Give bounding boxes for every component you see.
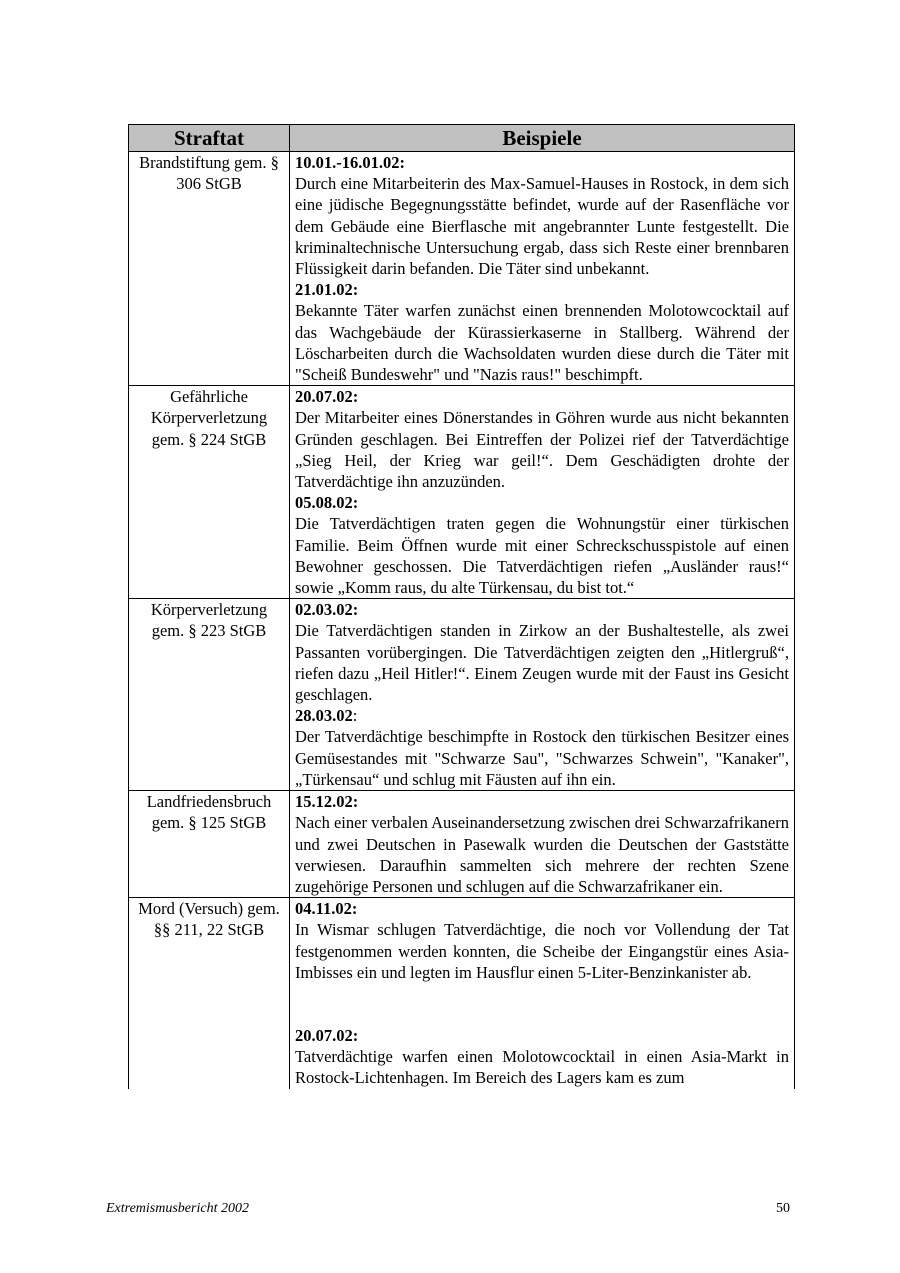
entry-text: Bekannte Täter warfen zunächst einen brennenden Molotowcocktail auf das Wachgebäude der Kürassierkaserne in Stallberg. Während der Löscharbeiten durch die Wachsoldaten wurden diese durch die Täter mit "Scheiß Bundeswehr" und "Nazis raus!" beschimpft. bbox=[295, 301, 789, 385]
offense-cell: Körperverletzung gem. § 223 StGB bbox=[129, 599, 290, 791]
table-row bbox=[129, 386, 795, 599]
entry-text: Die Tatverdächtigen standen in Zirkow an der Bushaltestelle, als zwei Passanten vorübergingen. Die Tatverdächtigen zeigten den „Hitlergruß“, riefen dazu „Heil Hitler!“. Einem Zeugen wurde mit der Faust ins Gesicht geschlagen. bbox=[295, 621, 789, 705]
examples-cell bbox=[290, 898, 795, 1089]
footer-page-number: 50 bbox=[776, 1201, 790, 1216]
entry-date: 28.03.02 bbox=[295, 706, 353, 726]
entry-date: 20.07.02: bbox=[295, 387, 359, 407]
example-entry bbox=[295, 1025, 789, 1089]
offense-cell: Landfriedensbruch gem. § 125 StGB bbox=[129, 791, 290, 898]
table-header-row bbox=[129, 125, 795, 152]
offense-cell: Brandstiftung gem. § 306 StGB bbox=[129, 152, 290, 386]
entry-text: Durch eine Mitarbeiterin des Max-Samuel-Hauses in Rostock, in dem sich eine jüdische Begegnungsstätte befindet, wurde auf der Rasenfläche vor dem Gebäude eine Bierflasche mit angebrannter Lunte festgestellt. Die kriminaltechnische Untersuchung ergab, dass sich Reste einer brennbaren Flüssigkeit darin befanden. Die Täter sind unbekannt. bbox=[295, 174, 789, 279]
header-offense: Straftat bbox=[129, 125, 290, 152]
entry-date: 20.07.02: bbox=[295, 1025, 359, 1045]
blank-gap bbox=[295, 983, 789, 1025]
example-entry bbox=[295, 279, 789, 385]
entry-text: In Wismar schlugen Tatverdächtige, die noch vor Vollendung der Tat festgenommen werden konnten, die Scheibe der Eingangstür eines Asia-Imbisses ein und legten im Hausflur einen 5-Liter-Benzinkanister ab. bbox=[295, 920, 789, 982]
entry-text: Der Tatverdächtige beschimpfte in Rostock den türkischen Besitzer eines Gemüsestandes mit "Schwarze Sau", "Schwarzes Schwein", "Kanaker", „Türkensau“ und schlug mit Fäusten auf ihn ein. bbox=[295, 727, 789, 789]
example-entry bbox=[295, 791, 789, 897]
table-row bbox=[129, 791, 795, 898]
offense-cell: Mord (Versuch) gem. §§ 211, 22 StGB bbox=[129, 898, 290, 1089]
entry-date-colon: : bbox=[352, 706, 358, 726]
entry-text: Tatverdächtige warfen einen Molotowcocktail in einen Asia-Markt in Rostock-Lichtenhagen. Im Bereich des Lagers kam es zum bbox=[295, 1047, 789, 1088]
entry-date: 21.01.02: bbox=[295, 280, 359, 300]
footer-report-title: Extremismusbericht 2002 bbox=[106, 1201, 249, 1216]
entry-text: Die Tatverdächtigen traten gegen die Wohnungstür einer türkischen Familie. Beim Öffnen wurde mit einer Schreckschusspistole auf einen Bewohner geschossen. Die Tatverdächtigen riefen „Ausländer raus!“ sowie „Komm raus, du alte Türkensau, du bist tot.“ bbox=[295, 514, 789, 598]
header-examples: Beispiele bbox=[290, 125, 795, 152]
example-entry bbox=[295, 492, 789, 598]
example-entry bbox=[295, 705, 789, 790]
entry-text: Nach einer verbalen Auseinandersetzung zwischen drei Schwarzafrikanern und zwei Deutschen in Pasewalk wurden die Deutschen der Gaststätte verwiesen. Daraufhin sammelten sich mehrere der rechten Szene zugehörige Personen und schlugen auf die Schwarzafrikaner ein. bbox=[295, 813, 789, 896]
table-row bbox=[129, 152, 795, 386]
examples-cell bbox=[290, 152, 795, 386]
entry-date: 15.12.02: bbox=[295, 792, 359, 812]
entry-date: 02.03.02: bbox=[295, 600, 359, 620]
examples-cell bbox=[290, 599, 795, 791]
table-row bbox=[129, 898, 795, 1089]
example-entry bbox=[295, 386, 789, 492]
entry-text: Der Mitarbeiter eines Dönerstandes in Göhren wurde aus nicht bekannten Gründen geschlagen. Bei Eintreffen der Polizei rief der Tatverdächtige „Sieg Heil, der Krieg war geil!“. Dem Geschädigten drohte der Tatverdächtige ihn anzuzünden. bbox=[295, 408, 789, 492]
example-entry bbox=[295, 152, 789, 279]
example-entry bbox=[295, 898, 789, 983]
examples-cell bbox=[290, 791, 795, 898]
entry-date: 05.08.02: bbox=[295, 493, 359, 513]
entry-date: 04.11.02: bbox=[295, 899, 358, 919]
table-row bbox=[129, 599, 795, 791]
example-entry bbox=[295, 599, 789, 705]
entry-date: 10.01.-16.01.02: bbox=[295, 153, 405, 172]
offense-examples-table bbox=[128, 124, 795, 1089]
examples-cell bbox=[290, 386, 795, 599]
offense-cell: Gefährliche Körperverletzung gem. § 224 StGB bbox=[129, 386, 290, 599]
